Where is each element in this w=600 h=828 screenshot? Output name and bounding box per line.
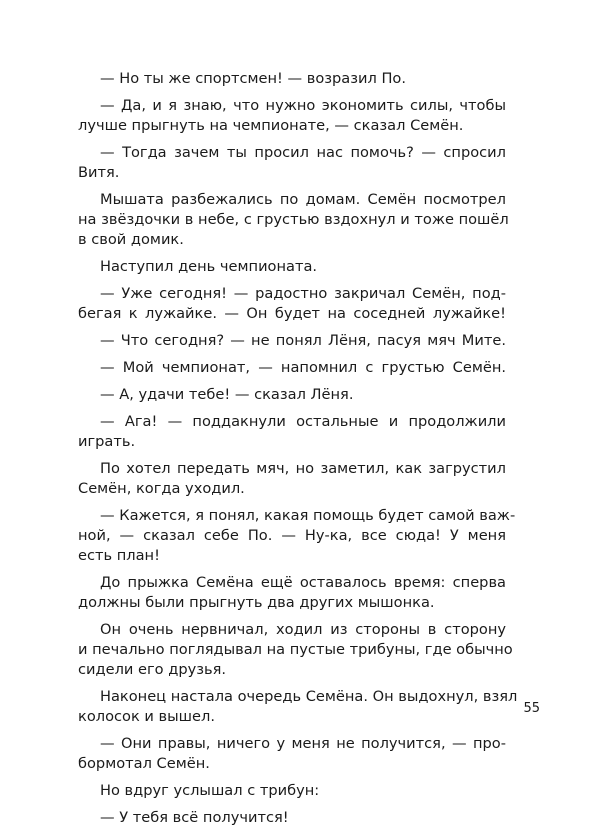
paragraph-line: Он очень нервничал, ходил из стороны в сторону bbox=[100, 621, 506, 638]
paragraph-line: Наконец настала очередь Семёна. Он выдохнул, взял bbox=[100, 688, 518, 705]
paragraph-line: в свой домик. bbox=[78, 231, 184, 248]
paragraph-line: есть план! bbox=[78, 547, 160, 564]
paragraph-line: Мышата разбежались по домам. Семён посмотрел bbox=[100, 191, 506, 208]
paragraph-line: бегая к лужайке. — Он будет на соседней лужайке! bbox=[78, 305, 506, 322]
paragraph-line: — У тебя всё получится! bbox=[100, 809, 289, 826]
paragraph-line: — Тогда зачем ты просил нас помочь? — спросил bbox=[100, 144, 506, 161]
paragraph-line: — Они правы, ничего у меня не получится, — про- bbox=[100, 735, 506, 752]
paragraph-line: колосок и вышел. bbox=[78, 708, 215, 725]
paragraph-line: Но вдруг услышал с трибун: bbox=[100, 782, 320, 799]
paragraph-line: — Кажется, я понял, какая помощь будет самой важ- bbox=[100, 507, 516, 524]
paragraph-line: — Мой чемпионат, — напомнил с грустью Семён. bbox=[100, 359, 506, 376]
paragraph-line: лучше прыгнуть на чемпионате, — сказал Семён. bbox=[78, 117, 464, 134]
paragraph-line: на звёздочки в небе, с грустью вздохнул и тоже пошёл bbox=[78, 211, 509, 228]
paragraph-line: Витя. bbox=[78, 164, 120, 181]
paragraph-line: и печально поглядывал на пустые трибуны, где обычно bbox=[78, 641, 513, 658]
page-number: 55 bbox=[523, 701, 540, 716]
paragraph-line: играть. bbox=[78, 433, 136, 450]
story-text bbox=[78, 69, 518, 828]
paragraph-line: До прыжка Семёна ещё оставалось время: сперва bbox=[100, 574, 506, 591]
paragraph-line: Семён, когда уходил. bbox=[78, 480, 245, 497]
paragraph-line: По хотел передать мяч, но заметил, как загрустил bbox=[100, 460, 506, 477]
paragraph-line: Наступил день чемпионата. bbox=[100, 258, 318, 275]
paragraph-line: — Уже сегодня! — радостно закричал Семён, под- bbox=[100, 285, 506, 302]
paragraph-line: должны были прыгнуть два других мышонка. bbox=[78, 594, 435, 611]
paragraph-line: ной, — сказал себе По. — Ну-ка, все сюда! У меня bbox=[78, 527, 506, 544]
paragraph-line: — А, удачи тебе! — сказал Лёня. bbox=[100, 386, 354, 403]
paragraph-line: — Да, и я знаю, что нужно экономить силы, чтобы bbox=[100, 97, 506, 114]
paragraph-line: сидели его друзья. bbox=[78, 661, 227, 678]
paragraph-line: — Ага! — поддакнули остальные и продолжили bbox=[100, 413, 506, 430]
paragraph-line: бормотал Семён. bbox=[78, 755, 210, 772]
paragraph-line: — Что сегодня? — не понял Лёня, пасуя мяч Мите. bbox=[100, 332, 506, 349]
paragraph-line: — Но ты же спортсмен! — возразил По. bbox=[100, 70, 406, 87]
